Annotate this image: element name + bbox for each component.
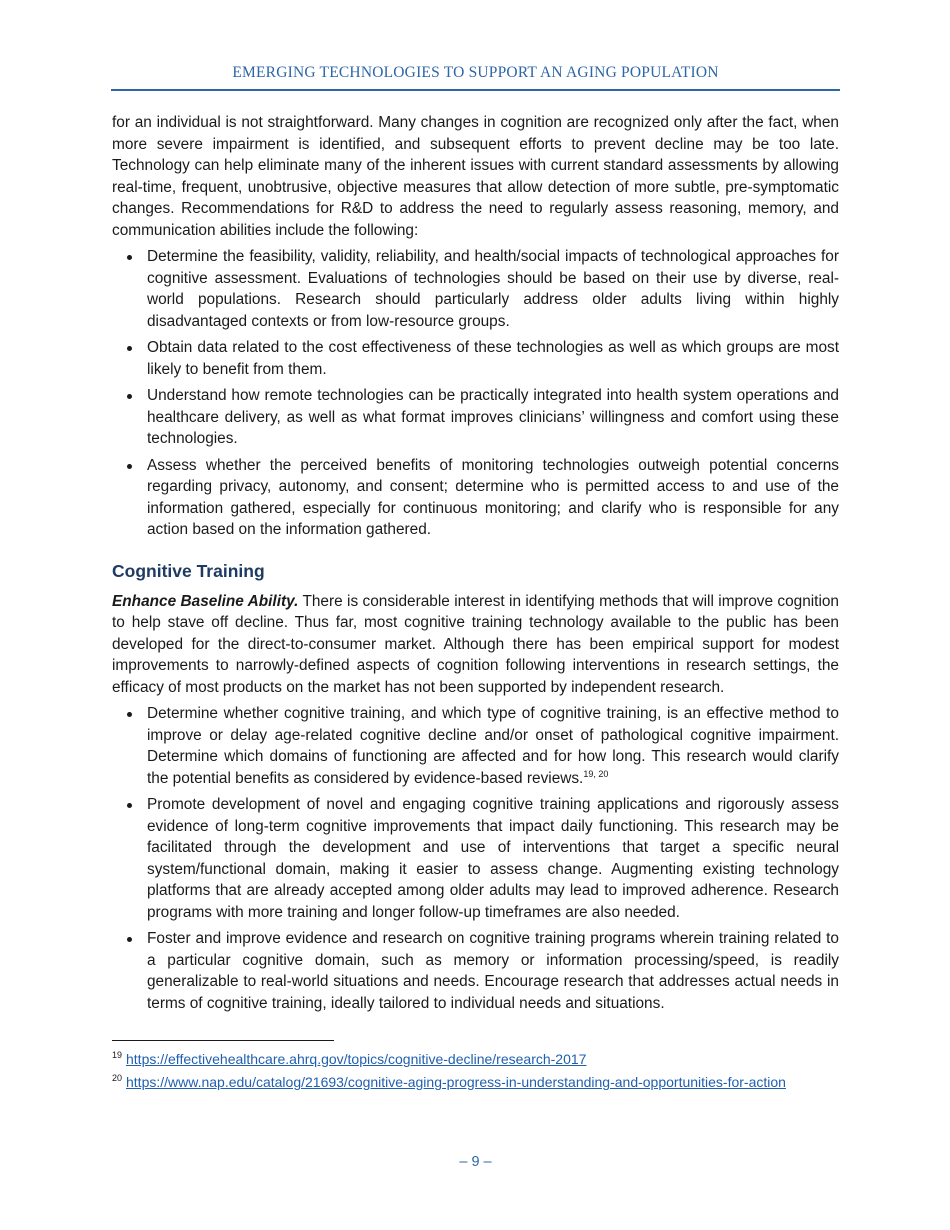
list-item: Understand how remote technologies can be practically integrated into health system operations and healthcare delivery, as well as what format improves clinicians’ willingness and comfort using these technologies.: [147, 385, 839, 450]
footnote-19: [112, 1049, 839, 1069]
list-item: Foster and improve evidence and research on cognitive training programs wherein training related to a particular cognitive domain, such as memory or information processing/speed, is readily generalizable to real-world situations and needs. Encourage research that addresses actual needs in terms of cognitive training, ideally tailored to individual needs and situations.: [147, 928, 839, 1014]
lead-phrase: Enhance Baseline Ability.: [112, 592, 299, 610]
list-item: Obtain data related to the cost effectiveness of these technologies as well as which groups are most likely to benefit from them.: [147, 337, 839, 380]
list-item: Determine the feasibility, validity, reliability, and health/social impacts of technological approaches for cognitive assessment. Evaluations of technologies should be based on their use by diverse, real-world populations. Research should particularly address older adults living within highly disadvantaged contexts or from low-resource groups.: [147, 246, 839, 332]
footnote-number: 20: [112, 1073, 123, 1083]
footnotes: [112, 1049, 839, 1095]
list-item-text: Determine whether cognitive training, and which type of cognitive training, is an effective method to improve or delay age-related cognitive decline and/or onset of pathological cognitive impairment. Determine which domains of functioning are affected and for how long. This research would clarify the potential benefits as considered by evidence-based reviews.: [147, 705, 839, 787]
list-item: Assess whether the perceived benefits of monitoring technologies outweigh potential concerns regarding privacy, autonomy, and consent; determine who is permitted access to and use of the information gathered, especially for continuous monitoring; and clarify who is responsible for any action based on the information gathered.: [147, 455, 839, 541]
footnote-link[interactable]: https://www.nap.edu/catalog/21693/cognitive-aging-progress-in-understanding-and-opportunities-for-action: [126, 1074, 786, 1090]
body-text: [112, 112, 839, 1019]
footnote-number: 19: [112, 1050, 123, 1060]
footnote-rule: [112, 1040, 334, 1041]
training-bullet-list: [112, 703, 839, 1014]
list-item: [147, 703, 839, 789]
cognitive-training-paragraph: [112, 591, 839, 699]
intro-bullet-list: [112, 246, 839, 541]
intro-paragraph: for an individual is not straightforward. Many changes in cognition are recognized only after the fact, when more severe impairment is identified, and subsequent efforts to prevent decline may be too late. Technology can help eliminate many of the inherent issues with current standard assessments by allowing real-time, frequent, unobtrusive, objective measures that allow detection of more subtle, pre-symptomatic changes. Recommendations for R&D to address the need to regularly assess reasoning, memory, and communication abilities include the following:: [112, 114, 839, 239]
footnote-20: [112, 1072, 839, 1092]
list-item: Promote development of novel and engaging cognitive training applications and rigorously assess evidence of long-term cognitive improvements that impact daily functioning. This research may be facilitated through the development and use of interventions that target a specific neural system/functional domain, making it easier to assess change. Augmenting existing technology platforms that are already accepted among older adults may lead to improved adherence. Research programs with more training and longer follow-up timeframes are also needed.: [147, 794, 839, 923]
paragraph-text: There is considerable interest in identifying methods that will improve cognition to help stave off decline. Thus far, most cognitive training technology available to the public has been developed for the direct-to-consumer market. Although there has been empirical support for modest improvements to narrowly-defined aspects of cognition following interventions in research settings, the efficacy of most products on the market has not been supported by independent research.: [112, 592, 839, 696]
header-rule: [111, 89, 840, 91]
section-heading: Cognitive Training: [112, 560, 265, 581]
page-number: – 9 –: [459, 1154, 492, 1170]
footnote-reference[interactable]: 19, 20: [583, 768, 609, 779]
running-header: EMERGING TECHNOLOGIES TO SUPPORT AN AGING POPULATION: [232, 64, 719, 81]
footnote-link[interactable]: https://effectivehealthcare.ahrq.gov/topics/cognitive-decline/research-2017: [126, 1051, 587, 1067]
